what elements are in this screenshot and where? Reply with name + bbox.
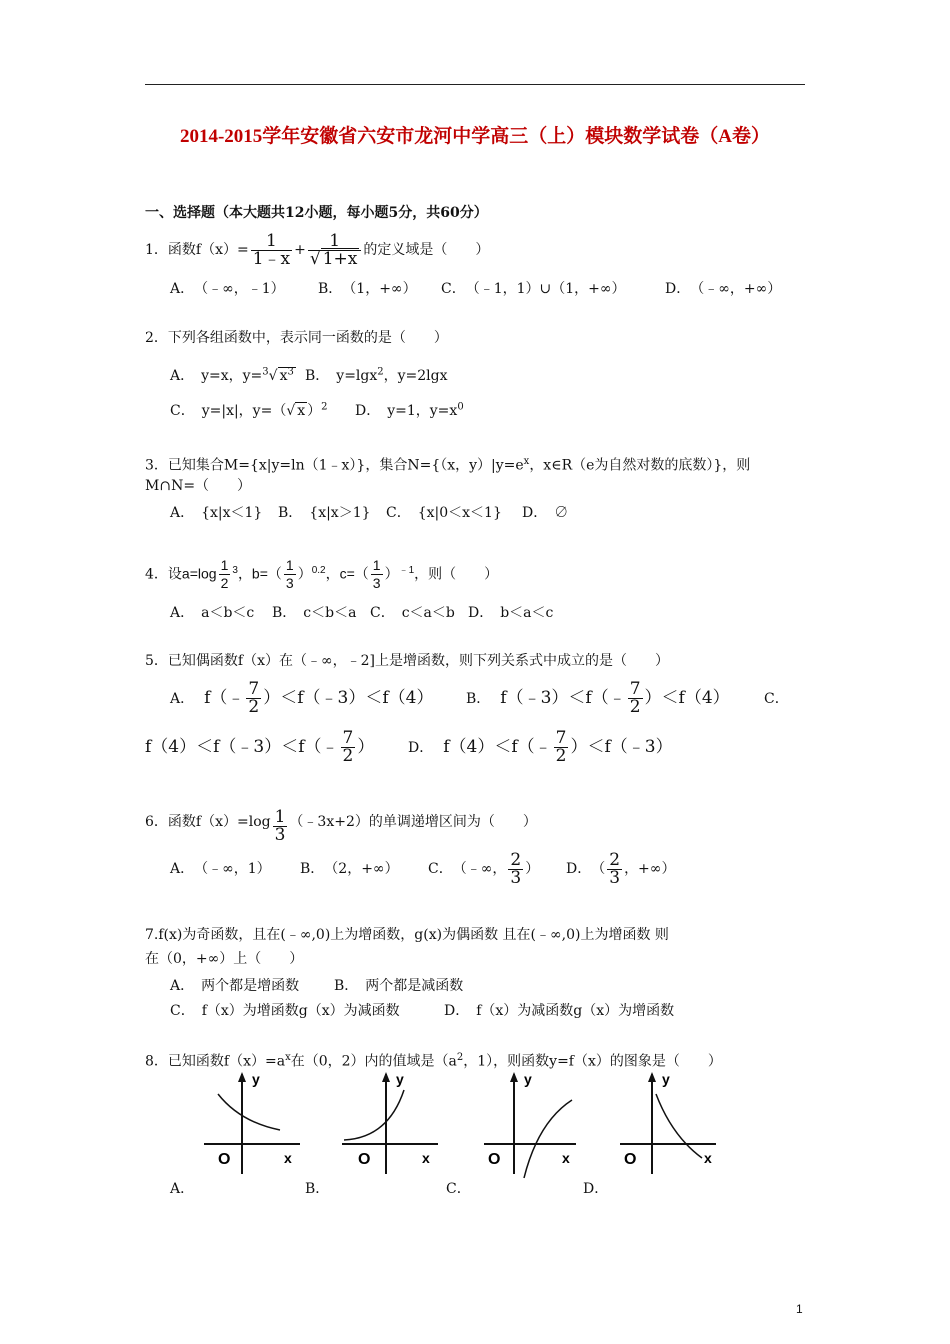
q2-option-b[interactable]: B． y=lgx$^2$，y=2lgx bbox=[305, 366, 448, 384]
q4-option-d[interactable]: D． b＜a＜c bbox=[468, 605, 554, 621]
q4-option-c[interactable]: C． c＜a＜b bbox=[370, 605, 455, 621]
x-axis-label: x bbox=[562, 1150, 570, 1166]
q6-option-b[interactable]: B． （2，+∞） bbox=[300, 861, 399, 877]
q8-option-a[interactable]: A． bbox=[170, 1181, 195, 1197]
q7-option-d[interactable]: D． f（x）为减函数g（x）为增函数 bbox=[444, 1003, 675, 1019]
section-heading: 一、选择题（本大题共12小题，每小题5分，共60分） bbox=[145, 205, 488, 221]
q5-option-d[interactable]: D． f（4）＜f（﹣ $\frac{7}{2}$ ）＜f（﹣3） bbox=[408, 728, 673, 766]
y-axis-label: y bbox=[396, 1071, 404, 1087]
q5-option-b[interactable]: B． f（﹣3）＜f（﹣ $\frac{7}{2}$ ）＜f（4） bbox=[466, 679, 730, 717]
q6-option-d[interactable]: D． （ $\frac{2}{3}$ ，+∞） bbox=[566, 849, 676, 888]
q3-option-b[interactable]: B． {x|x＞1} bbox=[278, 505, 371, 521]
q7-option-b[interactable]: B． 两个都是减函数 bbox=[334, 978, 464, 994]
y-axis-label: y bbox=[524, 1071, 532, 1087]
q1-option-b[interactable]: B． （1，+∞） bbox=[318, 281, 417, 297]
question-7-line2: 在（0，+∞）上（ ） bbox=[145, 951, 304, 967]
origin-label: O bbox=[358, 1151, 371, 1168]
q1-option-c[interactable]: C． （﹣1，1）∪（1，+∞） bbox=[441, 281, 626, 297]
page-number: 1 bbox=[796, 1302, 803, 1316]
y-axis-label: y bbox=[662, 1071, 670, 1087]
q6-option-a[interactable]: A． （﹣∞，1） bbox=[170, 861, 271, 877]
question-6: 6．函数f（x）=log $\frac{1}{3}$ （﹣3x+2）的单调递增区间为（ ） bbox=[145, 807, 537, 845]
q4-option-a[interactable]: A． a＜b＜c bbox=[170, 605, 255, 621]
question-2: 2．下列各组函数中，表示同一函数的是（ ） bbox=[145, 330, 448, 346]
question-3-line2: M∩N=（ ） bbox=[145, 478, 252, 494]
q7-option-a[interactable]: A． 两个都是增函数 bbox=[170, 978, 300, 994]
x-axis-label: x bbox=[704, 1150, 712, 1166]
question-5: 5．已知偶函数f（x）在（﹣∞，﹣2]上是增函数，则下列关系式中成立的是（ ） bbox=[145, 653, 670, 669]
origin-label: O bbox=[624, 1151, 637, 1168]
q8-graph-a[interactable] bbox=[200, 1070, 310, 1180]
q8-option-c[interactable]: C． bbox=[446, 1181, 471, 1197]
question-8: 8．已知函数$f(x)=a^x$在（0，2）内的值域是（$a^2$，1），则函数y=f（x）的图象是（ ） bbox=[145, 1052, 722, 1070]
q2-option-a[interactable]: A． y=x，y=$^3$√ $x^3$ bbox=[170, 366, 294, 384]
q5-option-a[interactable]: A． f（﹣ $\frac{7}{2}$ ）＜f（﹣3）＜f（4） bbox=[170, 679, 434, 717]
q5-option-c[interactable]: f（4）＜f（﹣3）＜f（﹣ $\frac{7}{2}$ ） bbox=[145, 728, 375, 766]
origin-label: O bbox=[218, 1151, 231, 1168]
q3-option-a[interactable]: A． {x|x＜1} bbox=[170, 505, 263, 521]
q1-option-a[interactable]: A． （﹣∞，﹣1） bbox=[170, 281, 285, 297]
x-axis-label: x bbox=[284, 1150, 292, 1166]
q3-option-d[interactable]: D． ∅ bbox=[522, 505, 569, 521]
q1-option-d[interactable]: D． （﹣∞，+∞） bbox=[665, 281, 782, 297]
question-1: 1．函数f（x）= $\frac{1}{1﹣x}$ + $\frac{1}{√ 1+x}$ 的定义域是（ ） bbox=[145, 230, 490, 269]
paper-title: 2014-2015学年安徽省六安市龙河中学高三（上）模块数学试卷（A卷） bbox=[179, 126, 771, 147]
q5-option-c-label[interactable]: C． bbox=[764, 691, 789, 707]
q8-option-b[interactable]: B． bbox=[305, 1181, 330, 1197]
q6-option-c[interactable]: C． （﹣∞， $\frac{2}{3}$ ） bbox=[428, 849, 540, 888]
q2-option-d[interactable]: D． y=1，$y=x^0$ bbox=[355, 401, 464, 419]
question-3-line1: 3．已知集合M={x|y=ln（1﹣x）}，集合N={（x，$y)|y=e^x$，x∈R（e为自然对数的底数）}，则 bbox=[145, 456, 751, 474]
q8-graph-b[interactable] bbox=[338, 1070, 448, 1180]
q7-option-c[interactable]: C． f（x）为增函数g（x）为减函数 bbox=[170, 1003, 400, 1019]
top-rule bbox=[145, 84, 805, 85]
q4-option-b[interactable]: B． c＜b＜a bbox=[272, 605, 357, 621]
q3-option-c[interactable]: C． {x|0＜x＜1} bbox=[386, 505, 502, 521]
y-axis-label: y bbox=[252, 1071, 260, 1087]
question-7-line1: 7.f(x)为奇函数，且在(﹣∞,0)上为增函数，g(x)为偶函数 且在(﹣∞,0)上为增函数 则 bbox=[145, 927, 669, 943]
q8-option-d[interactable]: D． bbox=[583, 1181, 609, 1197]
x-axis-label: x bbox=[422, 1150, 430, 1166]
question-4: 4．设a=log $\frac{1}{2}$ $^3$，b=（ $\frac{1}{3}$ ）$^{0.2}$，c=（ $\frac{1}{3}$ ）$^{﹣1}$，则（ ） bbox=[145, 557, 499, 592]
q2-option-c[interactable]: C． y=|x|，y=（√ x ）$^2$ bbox=[170, 401, 328, 419]
q8-graph-c[interactable] bbox=[480, 1070, 590, 1180]
q8-graph-d[interactable] bbox=[616, 1070, 726, 1180]
origin-label: O bbox=[488, 1151, 501, 1168]
